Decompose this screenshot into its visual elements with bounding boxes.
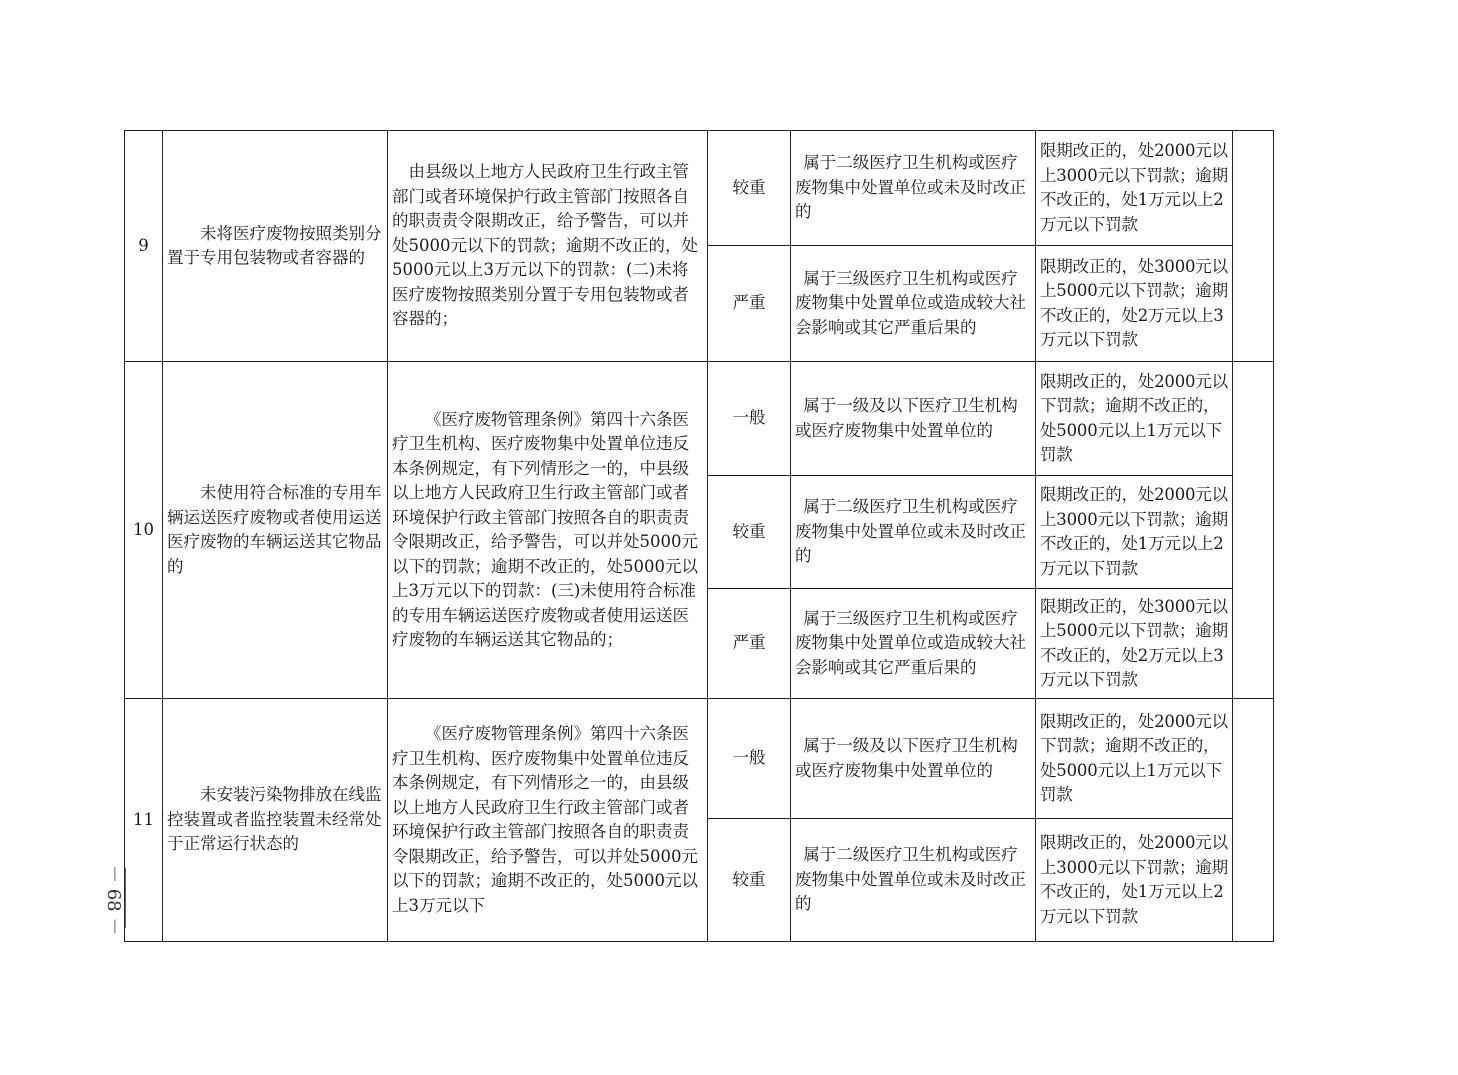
severity-level-cell: [708, 476, 791, 589]
severity-level-cell: [708, 131, 791, 246]
remarks-cell: [1233, 131, 1274, 362]
item-number: 10: [133, 519, 154, 539]
legal-basis-text: 《医疗废物管理条例》第四十六条医疗卫生机构、医疗废物集中处置单位违反本条例规定，有下列情形之一的，中县级以上地方人民政府卫生行政主管部门或者环境保护行政主管部门按照各自的职责责令限期改正，给予警告，可以并处5000元以下的罚款；逾期不改正的，处5000元以上3万元以下的罚款：(三)未使用符合标准的专用车辆运送医疗废物或者使用运送医疗废物的车辆运送其它物品的；: [392, 409, 698, 649]
circumstance-text: 属于三级医疗卫生机构或医疗废物集中处置单位或造成较大社会影响或其它严重后果的: [795, 608, 1026, 677]
legal-basis-text: 《医疗废物管理条例》第四十六条医疗卫生机构、医疗废物集中处置单位违反本条例规定，有下列情形之一的，由县级以上地方人民政府卫生行政主管部门或者环境保护行政主管部门按照各自的职责责令限期改正，给予警告，可以并处5000元以下的罚款；逾期不改正的，处5000元以上3万元以下: [392, 724, 698, 915]
circumstance-cell: [791, 362, 1036, 476]
penalty-cell: [1036, 589, 1233, 699]
legal-basis-cell: [388, 699, 708, 942]
remarks-cell: [1233, 699, 1274, 942]
item-number-cell: [125, 362, 163, 699]
penalty-text: 限期改正的，处2000元以下罚款；逾期不改正的，处5000元以上1万元以下罚款: [1040, 711, 1228, 804]
severity-level-cell: [708, 699, 791, 819]
penalty-text: 限期改正的，处2000元以上3000元以下罚款；逾期不改正的，处1万元以上2万元以下罚款: [1040, 833, 1228, 926]
item-number: 9: [138, 235, 149, 255]
penalty-text: 限期改正的，处2000元以上3000元以下罚款；逾期不改正的，处1万元以上2万元以下罚款: [1040, 141, 1228, 234]
penalty-cell: [1036, 362, 1233, 476]
severity-level: 较重: [732, 869, 766, 889]
severity-level: 一般: [732, 748, 766, 768]
penalty-text: 限期改正的，处3000元以上5000元以下罚款；逾期不改正的，处2万元以上3万元以下罚款: [1040, 596, 1228, 689]
circumstance-text: 属于一级及以下医疗卫生机构或医疗废物集中处置单位的: [795, 736, 1018, 780]
violation-act-cell: [163, 362, 388, 699]
circumstance-text: 属于二级医疗卫生机构或医疗废物集中处置单位或未及时改正的: [795, 497, 1026, 566]
circumstance-text: 属于二级医疗卫生机构或医疗废物集中处置单位或未及时改正的: [795, 153, 1026, 222]
violation-act-text: 未安装污染物排放在线监控装置或者监控装置未经常处于正常运行状态的: [167, 785, 382, 854]
penalty-cell: [1036, 246, 1233, 362]
severity-level: 严重: [732, 293, 766, 313]
violation-act-text: 未将医疗废物按照类别分置于专用包装物或者容器的: [167, 223, 382, 267]
violation-act-cell: [163, 699, 388, 942]
penalty-cell: [1036, 819, 1233, 942]
circumstance-text: 属于三级医疗卫生机构或医疗废物集中处置单位或造成较大社会影响或其它严重后果的: [795, 268, 1026, 337]
table-row: [125, 699, 1274, 819]
penalty-standards-table: [124, 130, 1274, 942]
severity-level: 严重: [732, 633, 766, 653]
violation-act-text: 未使用符合标准的专用车辆运送医疗废物或者使用运送医疗废物的车辆运送其它物品的: [167, 483, 382, 576]
severity-level: 一般: [732, 408, 766, 428]
item-number: 11: [133, 809, 154, 829]
circumstance-cell: [791, 589, 1036, 699]
legal-basis-cell: [388, 131, 708, 362]
circumstance-text: 属于二级医疗卫生机构或医疗废物集中处置单位或未及时改正的: [795, 845, 1026, 914]
circumstance-cell: [791, 476, 1036, 589]
legal-basis-cell: [388, 362, 708, 699]
legal-basis-text: 由县级以上地方人民政府卫生行政主管部门或者环境保护行政主管部门按照各自的职责责令限期改正，给予警告，可以并处5000元以下的罚款；逾期不改正的，处5000元以上3万元以下的罚款：(二)未将医疗废物按照类别分置于专用包装物或者容器的；: [392, 162, 698, 329]
circumstance-cell: [791, 246, 1036, 362]
violation-act-cell: [163, 131, 388, 362]
item-number-cell: [125, 699, 163, 942]
severity-level: 较重: [732, 177, 766, 197]
penalty-cell: [1036, 131, 1233, 246]
circumstance-cell: [791, 819, 1036, 942]
penalty-cell: [1036, 476, 1233, 589]
table-row: [125, 362, 1274, 476]
circumstance-cell: [791, 699, 1036, 819]
penalty-text: 限期改正的，处2000元以上3000元以下罚款；逾期不改正的，处1万元以上2万元以下罚款: [1040, 485, 1228, 578]
severity-level-cell: [708, 362, 791, 476]
circumstance-text: 属于一级及以下医疗卫生机构或医疗废物集中处置单位的: [795, 396, 1018, 440]
penalty-cell: [1036, 699, 1233, 819]
severity-level-cell: [708, 819, 791, 942]
table-row: [125, 131, 1274, 246]
severity-level-cell: [708, 246, 791, 362]
penalty-text: 限期改正的，处3000元以上5000元以下罚款；逾期不改正的，处2万元以上3万元以下罚款: [1040, 256, 1228, 349]
item-number-cell: [125, 131, 163, 362]
penalty-text: 限期改正的，处2000元以下罚款；逾期不改正的，处5000元以上1万元以下罚款: [1040, 371, 1228, 464]
circumstance-cell: [791, 131, 1036, 246]
severity-level: 较重: [732, 521, 766, 541]
page-number: － 68 －: [103, 864, 124, 936]
remarks-cell: [1233, 362, 1274, 699]
severity-level-cell: [708, 589, 791, 699]
